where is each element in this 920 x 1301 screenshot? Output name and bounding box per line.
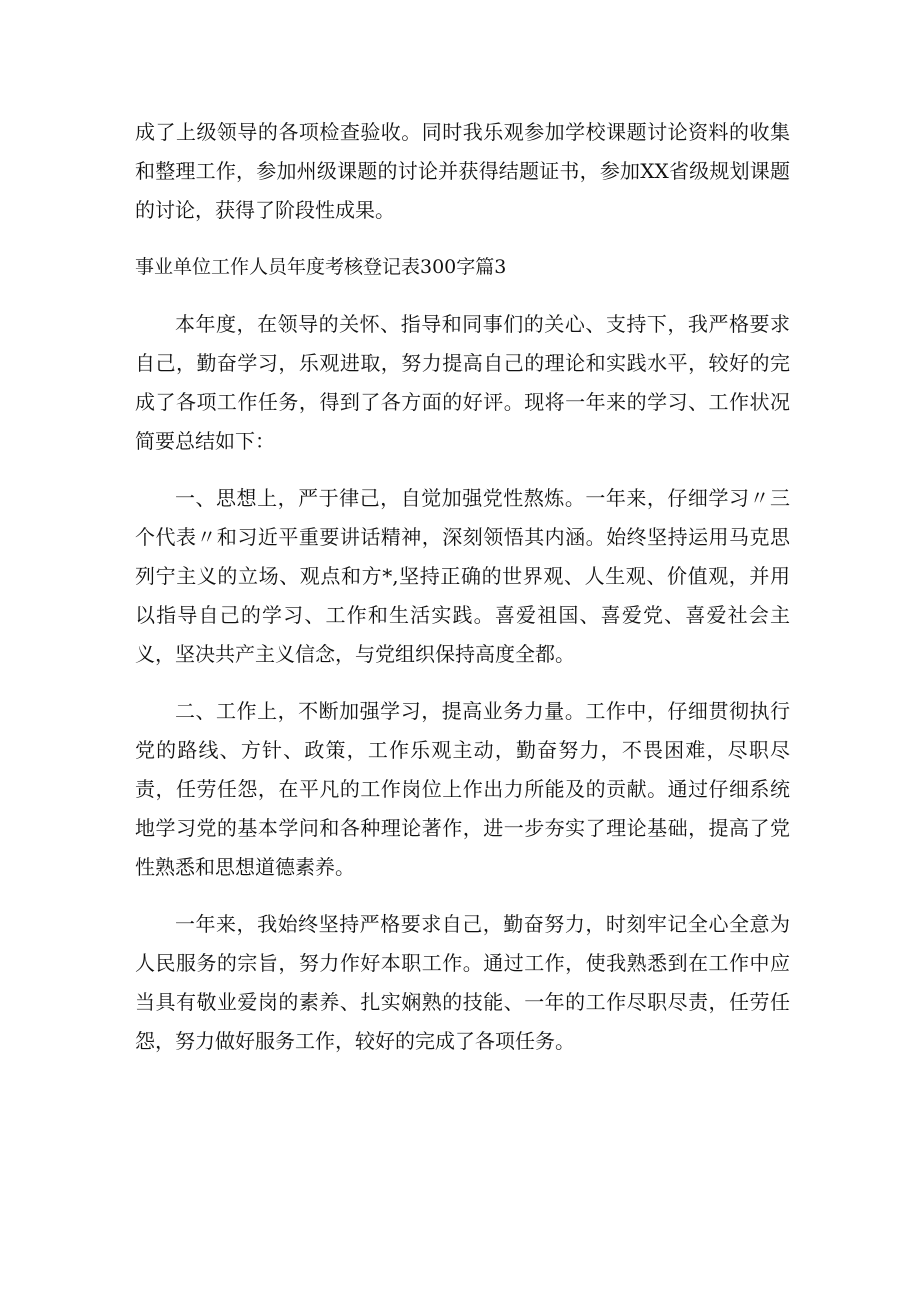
document-body	[135, 113, 790, 1079]
paragraph-summary: 一年来，我始终坚持严格要求自己，勤奋努力，时刻牢记全心全意为人民服务的宗旨，努力作好本职工作。通过工作，使我熟悉到在工作中应当具有敬业爱岗的素养、扎实娴熟的技能、一年的工作尽职尽责，任劳任怨，努力做好服务工作，较好的完成了各项任务。	[135, 912, 790, 1053]
paragraph-work: 二、工作上，不断加强学习，提高业务力量。工作中，仔细贯彻执行党的路线、方针、政策，工作乐观主动，勤奋努力，不畏困难，尽职尽责，任劳任怨，在平凡的工作岗位上作出力所能及的贡献。通过仔细系统地学习党的基本学问和各种理论著作，进一步夯实了理论基础，提高了党性熟悉和思想道德素养。	[135, 699, 790, 879]
continuation-paragraph: 成了上级领导的各项检查验收。同时我乐观参加学校课题讨论资料的收集和整理工作，参加州级课题的讨论并获得结题证书，参加XX省级规划课题的讨论，获得了阶段性成果。	[135, 120, 790, 222]
section-heading: 事业单位工作人员年度考核登记表300字篇3	[135, 256, 507, 278]
paragraph-intro: 本年度，在领导的关怀、指导和同事们的关心、支持下，我严格要求自己，勤奋学习，乐观进取，努力提高自己的理论和实践水平，较好的完成了各项工作任务，得到了各方面的好评。现将一年来的学习、工作状况简要总结如下：	[135, 312, 790, 453]
paragraph-ideology: 一、思想上，严于律己，自觉加强党性熬炼。一年来，仔细学习〃三个代表〃和习近平重要讲话精神，深刻领悟其内涵。始终坚持运用马克思列宁主义的立场、观点和方*,坚持正确的世界观、人生观、价值观，并用以指导自己的学习、工作和生活实践。喜爱祖国、喜爱党、喜爱社会主义，坚决共产主义信念，与党组织保持高度全都。	[135, 486, 790, 666]
